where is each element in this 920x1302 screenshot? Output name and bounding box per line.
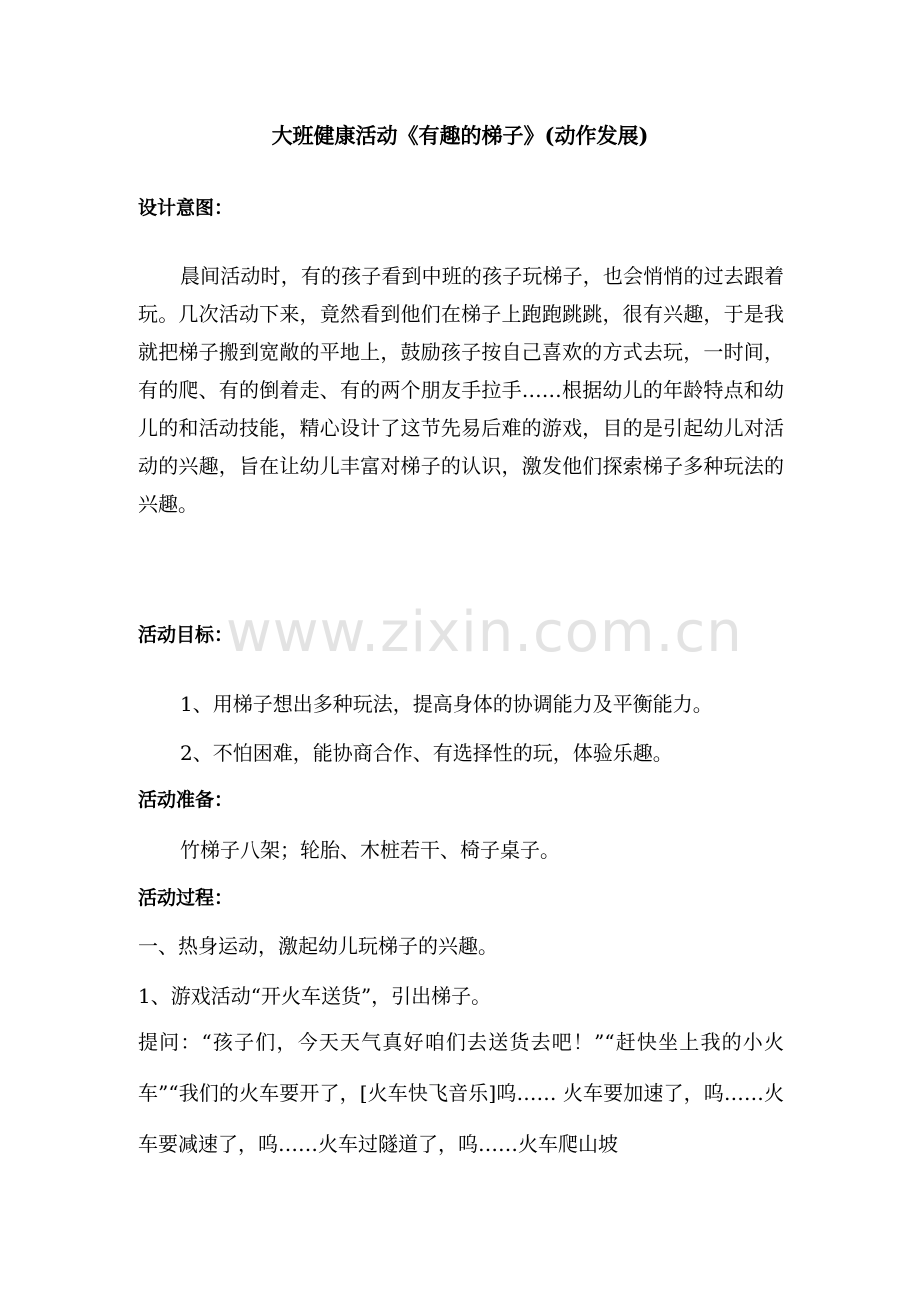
watermark: www.zixin.com.cn: [226, 600, 743, 665]
process-heading: 活动过程：: [138, 887, 234, 909]
goal-item-1: 1、用梯子想出多种玩法，提高身体的协调能力及平衡能力。: [180, 692, 713, 716]
goal-item-2: 2、不怕困难，能协商合作、有选择性的玩，体验乐趣。: [180, 741, 673, 765]
process-step-1: 一、热身运动，激起幼儿玩梯子的兴趣。: [138, 934, 498, 958]
document-title: 大班健康活动《有趣的梯子》(动作发展): [271, 123, 649, 148]
prep-heading: 活动准备：: [138, 789, 234, 811]
design-paragraph: 晨间活动时，有的孩子看到中班的孩子玩梯子，也会悄悄的过去跟着玩。几次活动下来，竟然看到他们在梯子上跑跑跳跳，很有兴趣，于是我就把梯子搬到宽敞的平地上，鼓励孩子按自己喜欢的方式去玩，一时间，有的爬、有的倒着走、有的两个朋友手拉手……根据幼儿的年龄特点和幼儿的和活动技能，精心设计了这节先易后难的游戏，目的是引起幼儿对活动的兴趣，旨在让幼儿丰富对梯子的认识，激发他们探索梯子多种玩法的兴趣。: [138, 264, 784, 516]
process-question-paragraph: 提问：“孩子们，今天天气真好咱们去送货去吧！”“赶快坐上我的小火车”“我们的火车要开了，[火车快飞音乐]呜…… 火车要加速了，呜……火车要减速了，呜……火车过隧道了，呜……火车爬山坡: [138, 1030, 784, 1156]
design-heading: 设计意图：: [138, 197, 234, 219]
prep-paragraph: 竹梯子八架；轮胎、木桩若干、椅子桌子。: [180, 838, 560, 862]
goals-heading: 活动目标：: [138, 624, 234, 646]
process-step-1-1: 1、游戏活动“开火车送货”，引出梯子。: [138, 984, 492, 1008]
